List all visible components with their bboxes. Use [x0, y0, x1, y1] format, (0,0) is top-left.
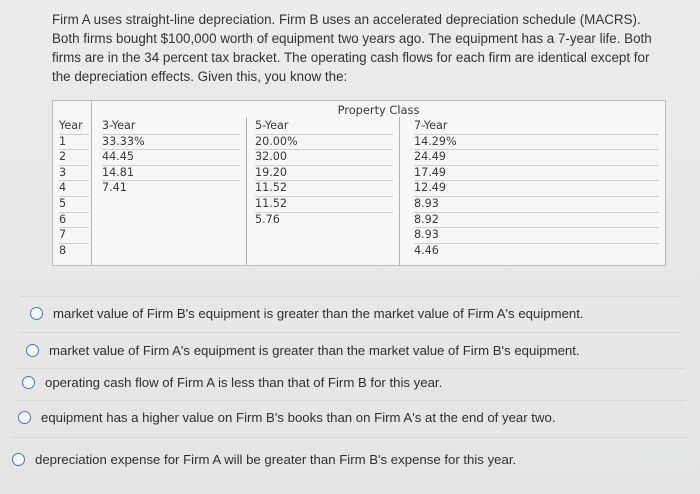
- table-header-row: [53, 101, 665, 117]
- year-cell: 1: [59, 135, 89, 151]
- option-label: operating cash flow of Firm A is less than that of Firm B for this year.: [45, 375, 443, 390]
- option-label: depreciation expense for Firm A will be greater than Firm B's expense for this year.: [35, 452, 517, 467]
- option-5[interactable]: [12, 452, 516, 467]
- rate-cell: 14.81: [102, 166, 240, 182]
- option-1[interactable]: [30, 306, 584, 321]
- rate-cell: 11.52: [255, 197, 393, 213]
- rate-cell: 19.20: [255, 166, 393, 182]
- rate-cell: 8.92: [414, 213, 659, 229]
- year-cell: 2: [59, 150, 89, 166]
- three-year-column: [92, 117, 247, 265]
- option-3[interactable]: [22, 375, 442, 390]
- year-column: [53, 117, 92, 265]
- option-label: equipment has a higher value on Firm B's books than on Firm A's at the end of year two.: [41, 410, 556, 425]
- radio-button[interactable]: [30, 307, 43, 320]
- rate-cell: 4.46: [414, 243, 439, 257]
- rate-cell: 33.33%: [102, 135, 240, 151]
- year-cell: 7: [59, 228, 89, 244]
- property-class-header: Property Class: [337, 103, 420, 117]
- option-4[interactable]: [18, 410, 556, 425]
- rate-cell: 44.45: [102, 150, 240, 166]
- table-body-row: [53, 117, 665, 265]
- column-header: 7-Year: [414, 119, 659, 135]
- year-cell: 8: [59, 243, 67, 257]
- rate-cell: 7.41: [102, 181, 127, 195]
- option-2[interactable]: [26, 343, 580, 358]
- rate-cell: 17.49: [414, 166, 659, 182]
- rate-cell: 24.49: [414, 150, 659, 166]
- rate-cell: 20.00%: [255, 135, 393, 151]
- rate-cell: 8.93: [414, 197, 659, 213]
- macrs-table: [52, 100, 666, 266]
- year-cell: 5: [59, 197, 89, 213]
- rate-cell: 11.52: [255, 181, 393, 197]
- year-header: Year: [59, 119, 89, 135]
- rate-cell: 12.49: [414, 181, 659, 197]
- column-header: 5-Year: [255, 119, 393, 135]
- year-cell: 3: [59, 166, 89, 182]
- year-cell: 4: [59, 181, 89, 197]
- rate-cell: 14.29%: [414, 135, 659, 151]
- seven-year-column: [400, 117, 666, 265]
- radio-button[interactable]: [26, 344, 39, 357]
- radio-button[interactable]: [18, 411, 31, 424]
- column-header: 3-Year: [102, 119, 240, 135]
- year-cell: 6: [59, 213, 89, 229]
- rate-cell: 8.93: [414, 228, 659, 244]
- radio-button[interactable]: [12, 453, 25, 466]
- question-text: Firm A uses straight-line depreciation. Firm B uses an accelerated depreciation schedule (MACRS). Both firms bought $100,000 worth of equipment two years ago. The equipment has a 7-year life. Both firms are in the 34 percent tax bracket. The operating cash flows for each firm are identical except for the depreciation effects. Given this, you know the:: [52, 12, 652, 84]
- option-label: market value of Firm A's equipment is greater than the market value of Firm B's equipment.: [49, 343, 580, 358]
- option-label: market value of Firm B's equipment is greater than the market value of Firm A's equipment.: [53, 306, 584, 321]
- rate-cell: 32.00: [255, 150, 393, 166]
- five-year-column: [247, 117, 400, 265]
- radio-button[interactable]: [22, 376, 35, 389]
- rate-cell: 5.76: [255, 212, 280, 226]
